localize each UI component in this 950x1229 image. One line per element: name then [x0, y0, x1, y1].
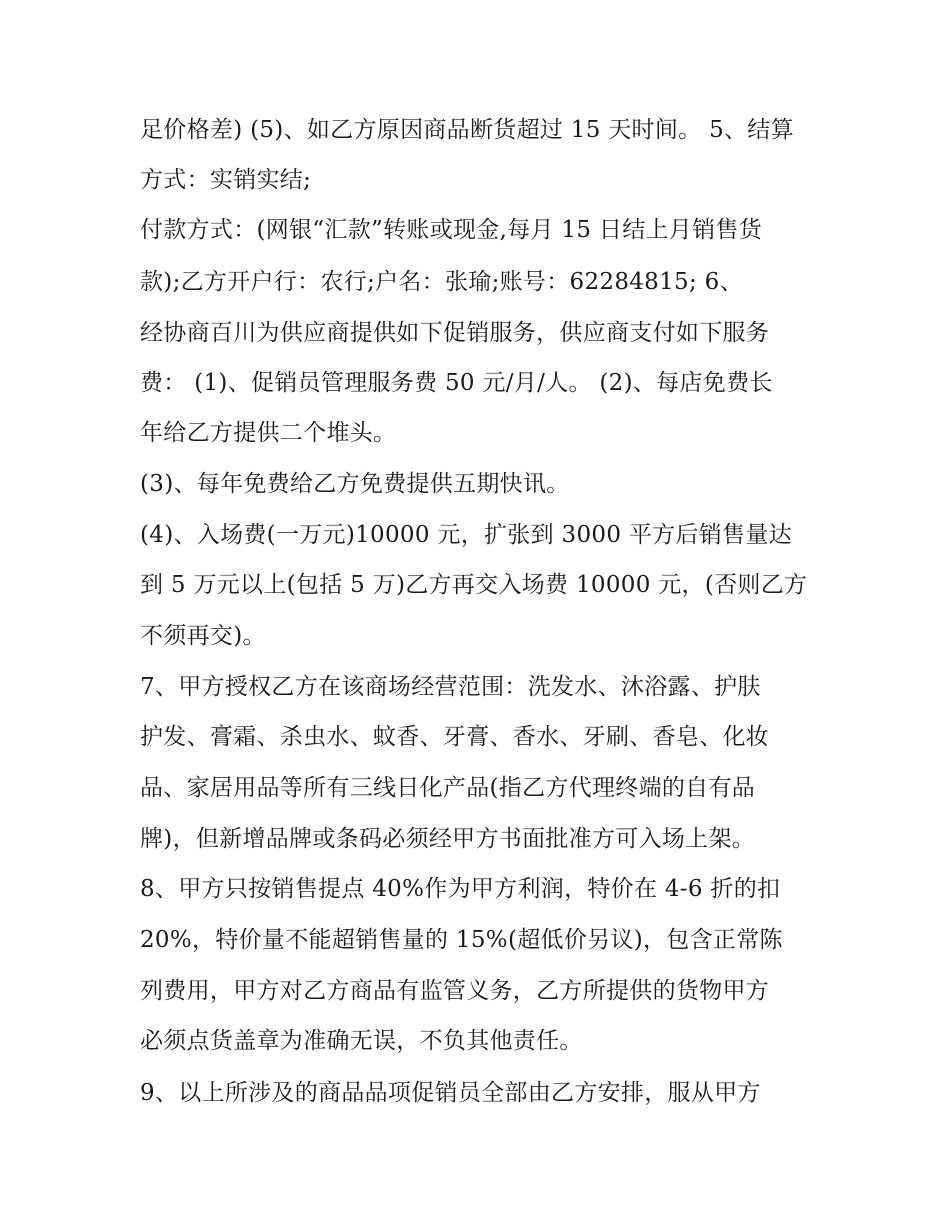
text-line: 8、甲方只按销售提点 40%作为甲方利润，特价在 4-6 折的扣	[140, 876, 781, 902]
text-line: 7、甲方授权乙方在该商场经营范围：洗发水、沐浴露、护肤	[140, 674, 761, 700]
text-line: 付款方式：(网银“汇款”转账或现金,每月 15 日结上月销售货	[140, 217, 762, 243]
text-line: 款);乙方开户行：农行;户名：张瑜;账号：62284815; 6、	[140, 269, 743, 295]
text-line: 足价格差) (5)、如乙方原因商品断货超过 15 天时间。 5、结算	[140, 117, 794, 143]
text-line: 20%，特价量不能超销售量的 15%(超低价另议)，包含正常陈	[140, 927, 783, 953]
text-line: 牌)，但新增品牌或条码必须经甲方书面批准方可入场上架。	[140, 826, 756, 852]
text-line: 费： (1)、促销员管理服务费 50 元/月/人。 (2)、每店免费长	[140, 370, 773, 396]
text-line: 品、家居用品等所有三线日化产品(指乙方代理终端的自有品	[140, 775, 756, 801]
text-line: 必须点货盖章为准确无误，不负其他责任。	[140, 1028, 583, 1054]
text-line: (3)、每年免费给乙方免费提供五期快讯。	[140, 471, 570, 497]
text-line: 方式：实销实结;	[140, 167, 312, 193]
text-line: 到 5 万元以上(包括 5 万)乙方再交入场费 10000 元，(否则乙方	[140, 572, 808, 598]
text-line: 护发、膏霜、杀虫水、蚊香、牙膏、香水、牙刷、香皂、化妆	[140, 724, 770, 750]
text-line: 经协商百川为供应商提供如下促销服务，供应商支付如下服务	[140, 320, 770, 346]
text-line: 不须再交)。	[140, 623, 266, 649]
text-line: 列费用，甲方对乙方商品有监管义务，乙方所提供的货物甲方	[140, 978, 770, 1004]
text-line: 年给乙方提供二个堆头。	[140, 420, 397, 446]
text-line: 9、以上所涉及的商品品项促销员全部由乙方安排，服从甲方	[140, 1080, 761, 1106]
text-line: (4)、入场费(一万元)10000 元，扩张到 3000 平方后销售量达	[140, 522, 792, 548]
